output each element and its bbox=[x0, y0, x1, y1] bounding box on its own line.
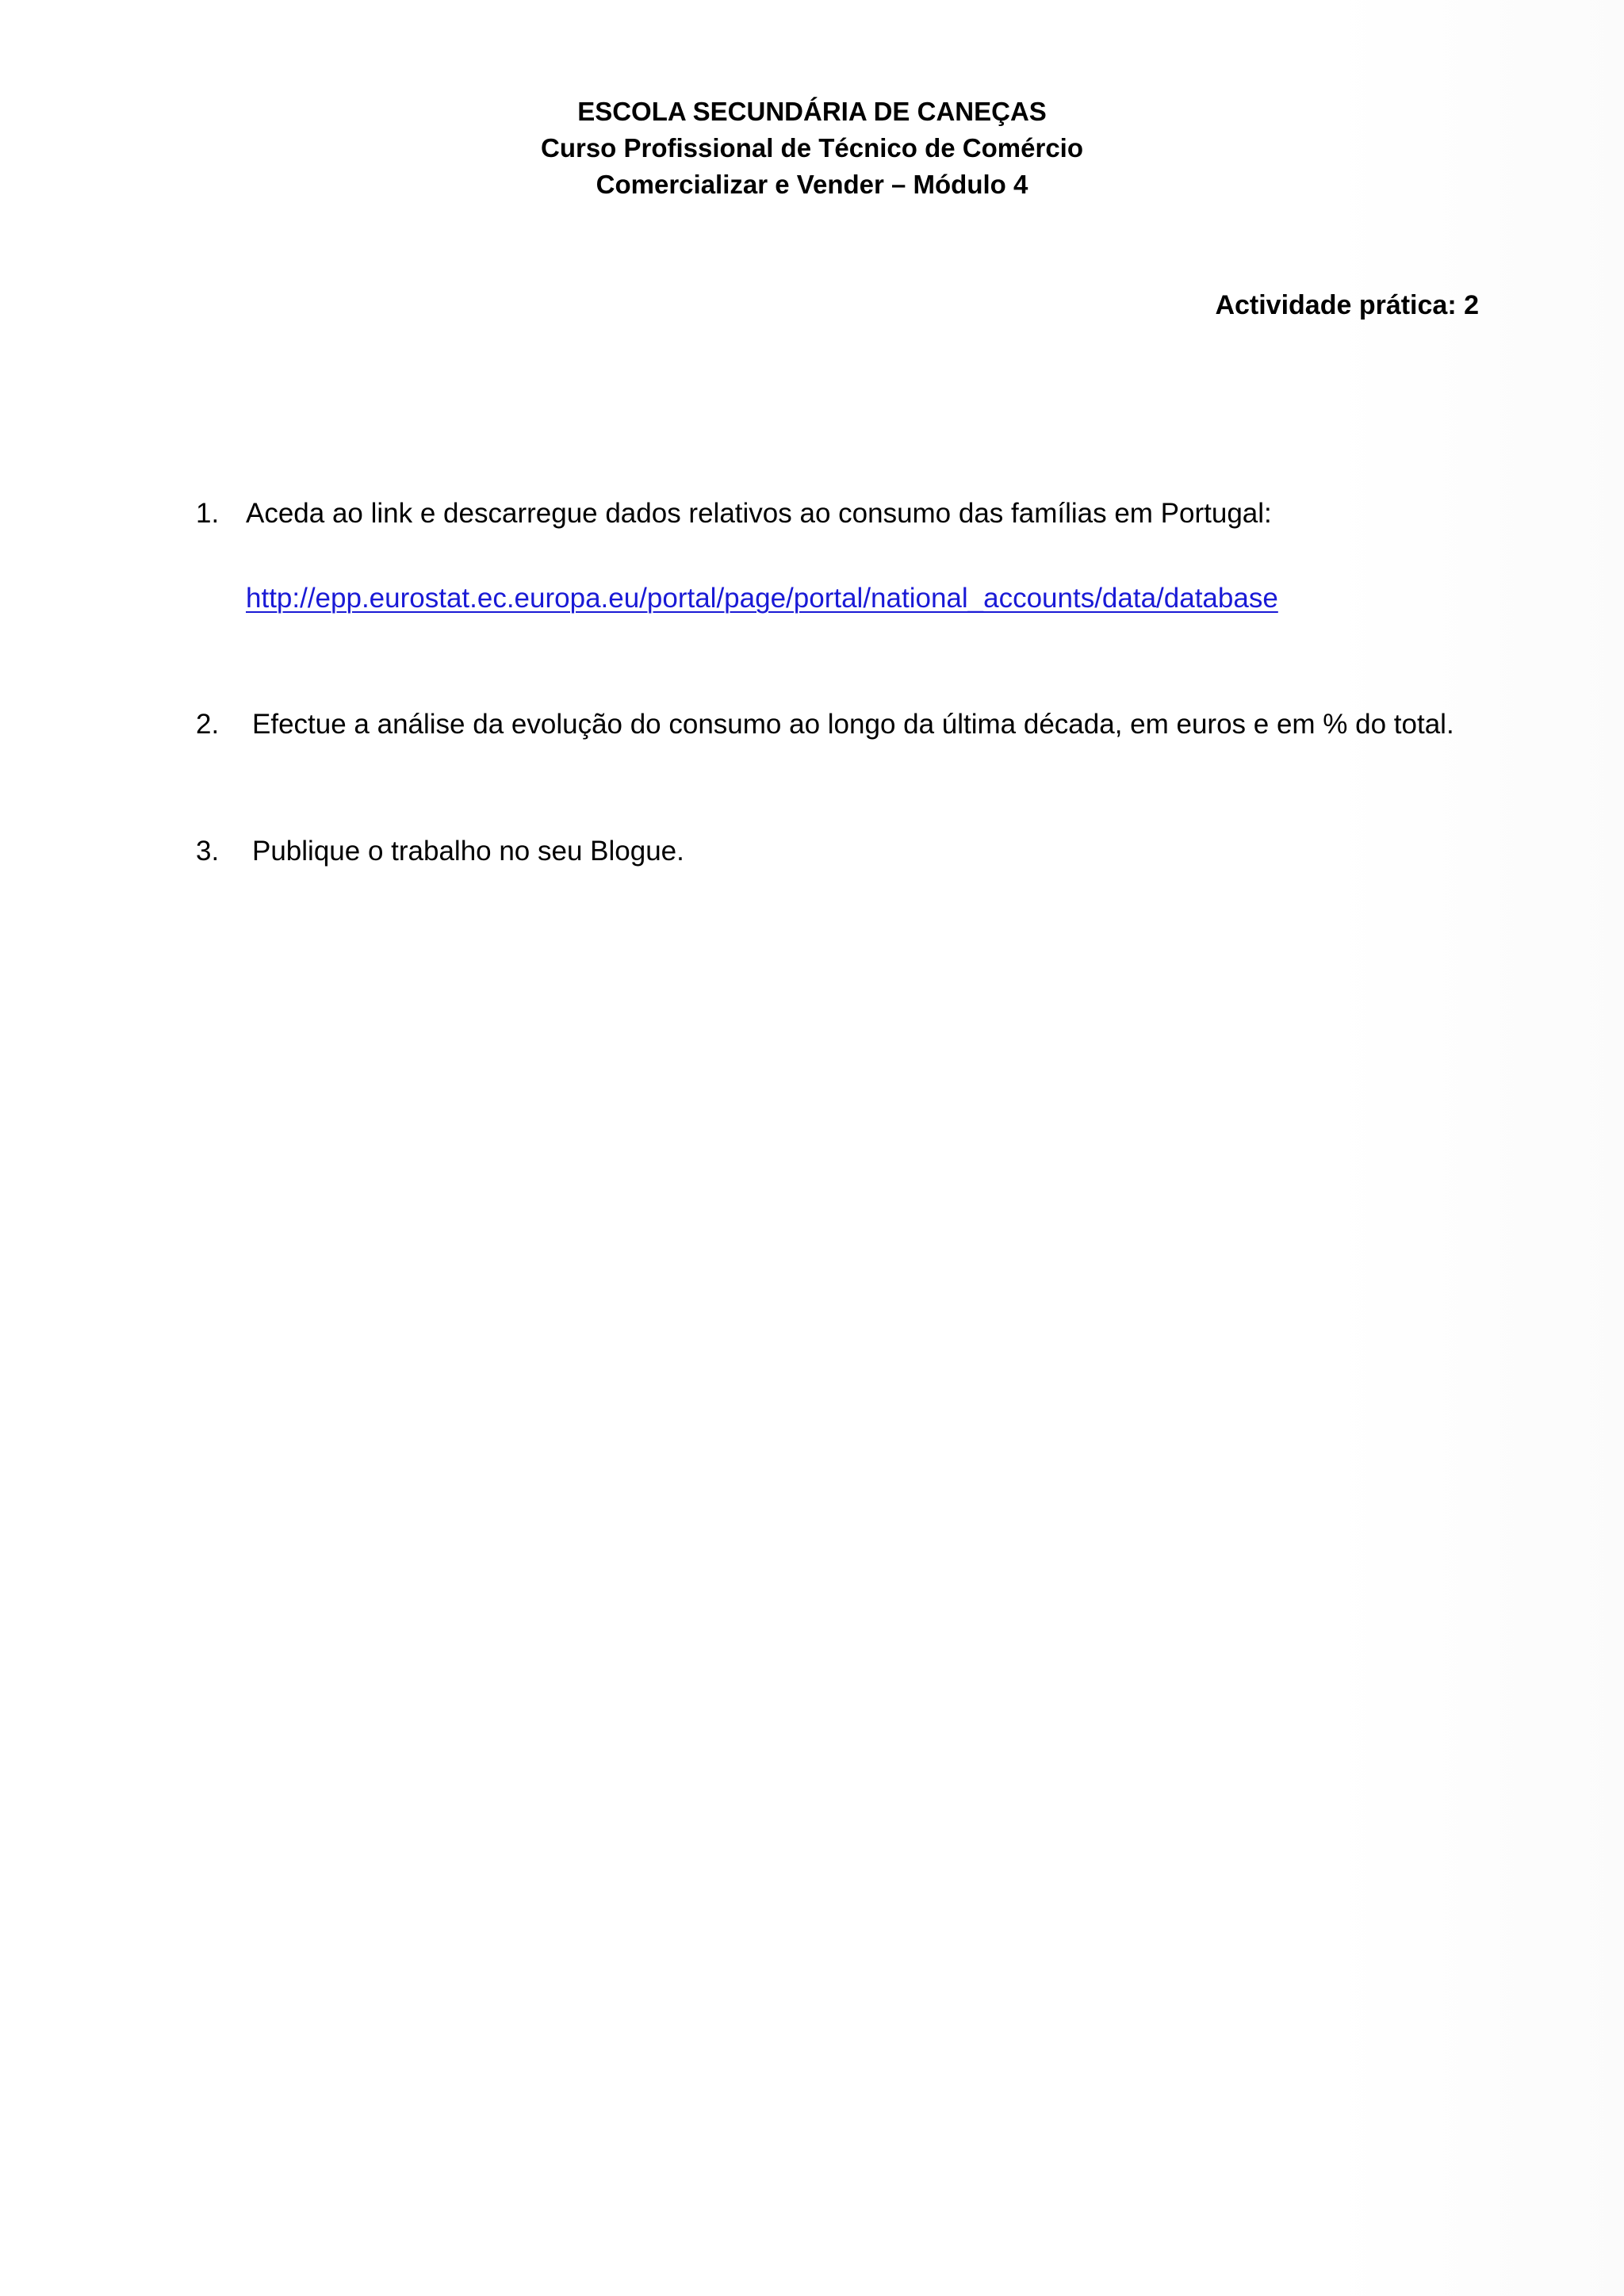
course-name: Curso Profissional de Técnico de Comércio bbox=[541, 133, 1083, 163]
list-item-text: Publique o trabalho no seu Blogue. bbox=[252, 836, 684, 867]
list-item-number: 1. bbox=[196, 498, 220, 529]
list-item-text: Efectue a análise da evolução do consumo ao longo da última década, em euros e em % do total. bbox=[252, 709, 1454, 740]
document-header bbox=[0, 94, 1624, 203]
activity-label: Actividade prática: 2 bbox=[1215, 290, 1479, 320]
eurostat-link[interactable]: http://epp.eurostat.ec.europa.eu/portal/page/portal/national_accounts/data/database bbox=[246, 583, 1278, 614]
school-name: ESCOLA SECUNDÁRIA DE CANEÇAS bbox=[577, 97, 1047, 126]
list-item-text: Aceda ao link e descarregue dados relativos ao consumo das famílias em Portugal: bbox=[246, 498, 1272, 529]
list-item-number: 2. bbox=[196, 709, 220, 740]
module-name: Comercializar e Vender – Módulo 4 bbox=[596, 170, 1028, 199]
list-item-number: 3. bbox=[196, 836, 220, 867]
